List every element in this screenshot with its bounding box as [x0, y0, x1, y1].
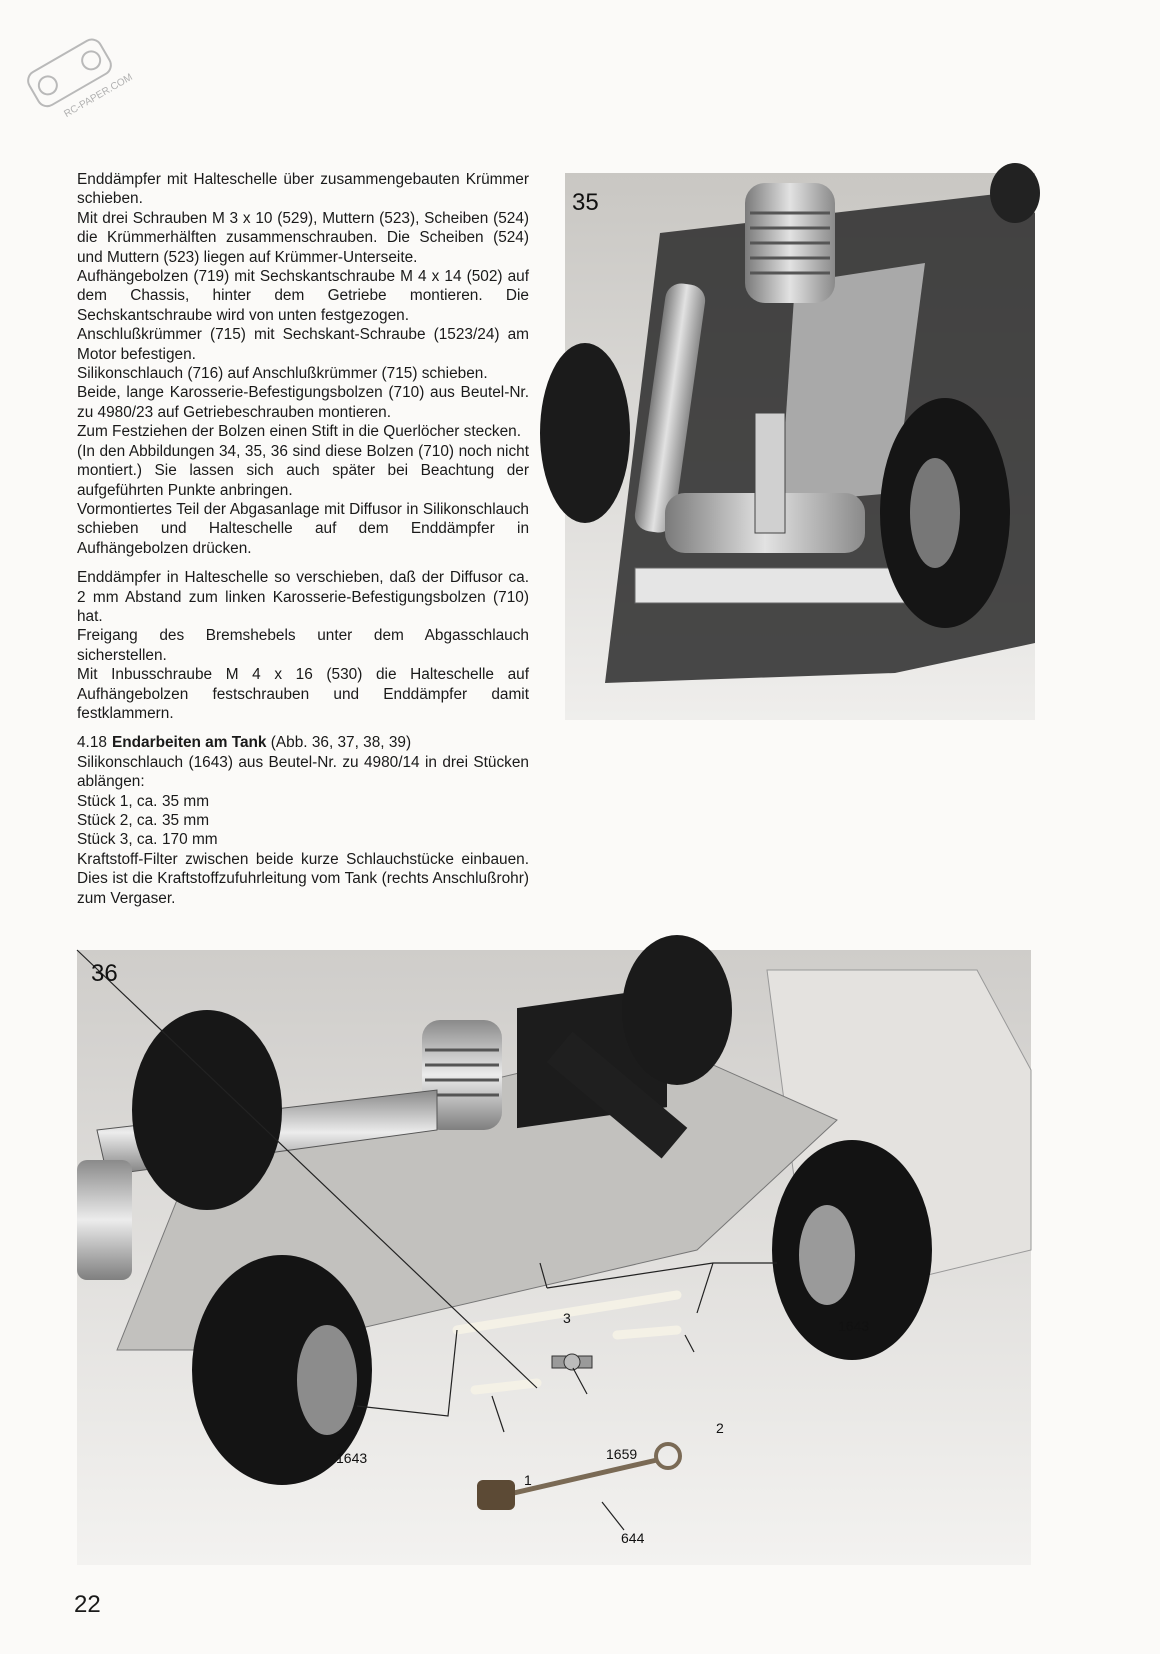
cut-list-item [77, 811, 529, 830]
paragraph: Silikonschlauch (716) auf Anschlußkrümmer (715) schieben. [77, 365, 488, 383]
paragraph: Enddämpfer in Halteschelle so verschieben, daß der Diffusor ca. 2 mm Abstand zum linken Karosserie-Befestigungsbolzen (710) hat. [77, 569, 529, 625]
callout-label: 1659 [606, 1446, 638, 1462]
paragraph: (In den Abbildungen 34, 35, 36 sind diese Bolzen (710) noch nicht montiert.) Sie lassen sich auch später bei Beachtung der aufgeführten Punkte anbringen. [77, 442, 529, 499]
car-and-parts-photo [77, 950, 1031, 1565]
section-refs: (Abb. 36, 37, 38, 39) [270, 734, 412, 752]
cut-length: 170 mm [162, 831, 218, 849]
figure-35-photo [565, 173, 1035, 720]
figure-36-number: 36 [91, 960, 118, 987]
paragraph: Zum Festziehen der Bolzen einen Stift in die Querlöcher stecken. [77, 423, 521, 441]
cut-length: 35 mm [162, 792, 210, 810]
rc-paper-watermark-logo [14, 22, 135, 122]
cut-list-item [77, 792, 529, 811]
callout-label: 644 [621, 1530, 645, 1546]
text-column [77, 170, 529, 908]
section-intro: Silikonschlauch (1643) aus Beutel-Nr. zu 4980/14 in drei Stücken ablängen: [77, 753, 529, 791]
section-title: Endarbeiten am Tank [111, 734, 267, 752]
cut-piece: Stück 1, ca. [77, 792, 158, 810]
figure-36-photo [77, 950, 1031, 1565]
callout-label: 1643 [838, 1318, 870, 1334]
section-number: 4.18 [77, 734, 107, 752]
section-outro: Kraftstoff-Filter zwischen beide kurze Schlauchstücke einbauen. Dies ist die Kraftstoffzufuhrleitung vom Tank (rechts Anschlußrohr) zum Vergaser. [77, 850, 529, 907]
paragraph: Beide, lange Karosserie-Befestigungsbolzen (710) aus Beutel-Nr. zu 4980/23 auf Getriebeschrauben montieren. [77, 384, 529, 421]
cut-piece: Stück 2, ca. [77, 812, 158, 829]
cut-list-item [77, 830, 529, 849]
page-number: 22 [74, 1591, 101, 1618]
callout-label: 2 [716, 1420, 724, 1436]
callout-label: 1643 [336, 1450, 368, 1466]
paragraph: Mit Inbusschraube M 4 x 16 (530) die Halteschelle auf Aufhängebolzen festschrauben und Enddämpfer damit festklammern. [77, 666, 529, 722]
figure-35-number: 35 [572, 189, 599, 216]
paragraph: Vormontiertes Teil der Abgasanlage mit Diffusor in Silikonschlauch schieben und Halteschelle auf dem Enddämpfer in Aufhängebolzen drücken. [77, 500, 529, 557]
cut-length: 35 mm [162, 812, 210, 829]
cut-piece: Stück 3, ca. [77, 831, 158, 849]
callout-label: 1 [524, 1472, 532, 1488]
paragraph: Mit drei Schrauben M 3 x 10 (529), Muttern (523), Scheiben (524) die Krümmerhälften zusammenschrauben. Die Scheiben (524) und Muttern (523) liegen auf Krümmer-Unterseite. [77, 209, 529, 266]
paragraph: Aufhängebolzen (719) mit Sechskantschraube M 4 x 14 (502) auf dem Chassis, hinter dem Getriebe montieren. Die Sechskantschraube wird von unten festgezogen. [77, 268, 529, 324]
car-engine-photo [565, 173, 1035, 720]
watermark-text: RC-PAPER.COM [62, 71, 135, 121]
callout-label: 3 [563, 1310, 571, 1326]
paragraph: Enddämpfer mit Halteschelle über zusammengebauten Krümmer schieben. [77, 171, 529, 208]
paragraph: Anschlußkrümmer (715) mit Sechskant-Schraube (1523/24) am Motor befestigen. [77, 326, 529, 363]
paragraph: Freigang des Bremshebels unter dem Abgasschlauch sicherstellen. [77, 627, 529, 664]
section-heading [77, 733, 529, 752]
